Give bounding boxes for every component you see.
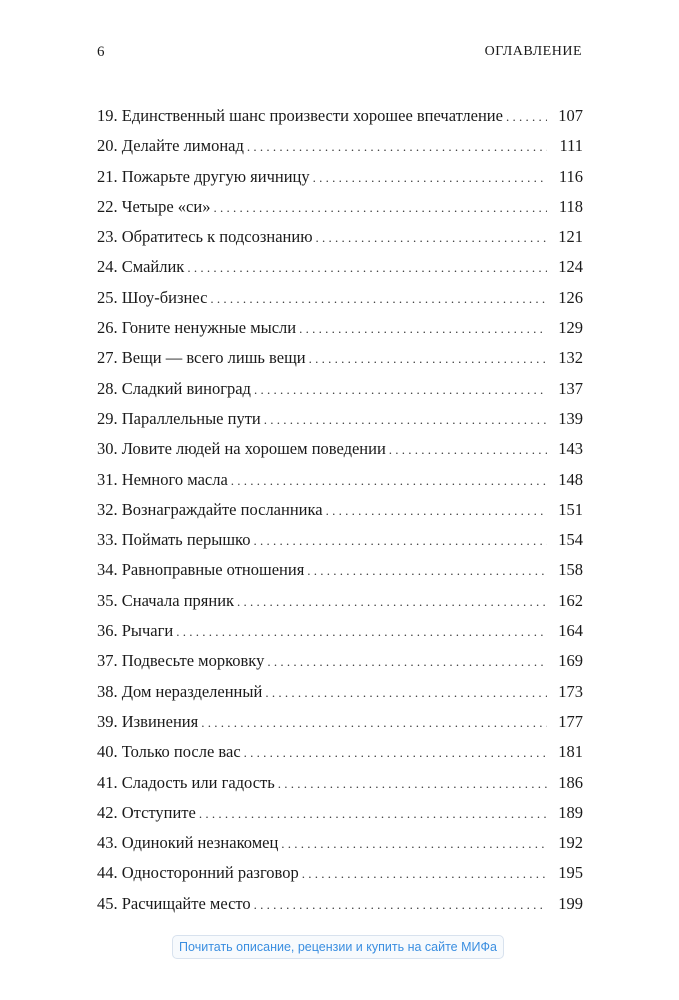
dot-leader <box>201 715 547 731</box>
toc-entry[interactable] <box>97 682 583 712</box>
toc-entry-page: 107 <box>558 106 583 125</box>
toc-entry[interactable] <box>97 530 583 560</box>
running-head <box>97 44 582 66</box>
toc-entry-title: 30. Ловите людей на хорошем поведении <box>97 439 386 459</box>
toc-entry-title: 28. Сладкий виноград <box>97 378 251 398</box>
toc-entry-title: 36. Рычаги <box>97 621 174 641</box>
toc-entry[interactable] <box>97 136 583 166</box>
toc-entry[interactable] <box>97 560 583 590</box>
toc-entry-title: 32. Вознаграждайте посланника <box>97 499 323 519</box>
dot-leader <box>316 230 547 246</box>
toc-entry-title: 39. Извинения <box>97 711 199 731</box>
toc-entry-title: 33. Поймать перышко <box>97 530 251 550</box>
toc-entry-title: 37. Подвесьте морковку <box>97 651 265 671</box>
page-number: 6 <box>97 44 105 60</box>
toc-entry[interactable] <box>97 712 583 742</box>
toc-entry-title: 19. Единственный шанс произвести хорошее впечатление <box>97 106 503 125</box>
toc-entry[interactable] <box>97 833 583 863</box>
dot-leader <box>247 139 547 155</box>
toc-entry[interactable] <box>97 288 583 318</box>
dot-leader <box>176 624 547 640</box>
table-of-contents <box>97 106 583 924</box>
toc-entry-title: 21. Пожарьте другую яичницу <box>97 166 310 186</box>
toc-entry[interactable] <box>97 379 583 409</box>
toc-entry-page: 164 <box>558 621 583 641</box>
toc-entry-title: 20. Делайте лимонад <box>97 136 244 156</box>
toc-entry[interactable] <box>97 409 583 439</box>
dot-leader <box>299 321 547 337</box>
toc-entry[interactable] <box>97 348 583 378</box>
toc-entry-title: 38. Дом неразделенный <box>97 681 263 701</box>
toc-entry-page: 151 <box>558 499 583 519</box>
toc-entry[interactable] <box>97 651 583 681</box>
toc-entry-title: 22. Четыре «си» <box>97 196 211 216</box>
toc-entry-title: 23. Обратитесь к подсознанию <box>97 227 313 247</box>
dot-leader <box>264 412 547 428</box>
toc-entry[interactable] <box>97 894 583 924</box>
toc-entry-page: 148 <box>558 469 583 489</box>
toc-entry-page: 126 <box>558 287 583 307</box>
toc-entry[interactable] <box>97 439 583 469</box>
toc-entry[interactable] <box>97 318 583 348</box>
toc-entry[interactable] <box>97 106 583 136</box>
dot-leader <box>254 382 547 398</box>
dot-leader <box>506 109 547 125</box>
toc-entry[interactable] <box>97 500 583 530</box>
toc-entry[interactable] <box>97 863 583 893</box>
toc-entry-title: 25. Шоу-бизнес <box>97 287 208 307</box>
toc-entry[interactable] <box>97 742 583 772</box>
dot-leader <box>265 685 547 701</box>
dot-leader <box>244 745 547 761</box>
toc-entry[interactable] <box>97 227 583 257</box>
toc-entry[interactable] <box>97 591 583 621</box>
section-title: ОГЛАВЛЕНИЕ <box>484 44 582 59</box>
toc-entry-page: 195 <box>558 863 583 883</box>
toc-entry-title: 34. Равноправные отношения <box>97 560 305 580</box>
dot-leader <box>309 351 547 367</box>
toc-entry-title: 41. Сладость или гадость <box>97 772 275 792</box>
toc-entry-page: 169 <box>558 651 583 671</box>
dot-leader <box>253 533 547 549</box>
dot-leader <box>231 473 547 489</box>
dot-leader <box>278 776 547 792</box>
toc-entry-page: 186 <box>558 772 583 792</box>
toc-entry-page: 129 <box>558 318 583 338</box>
toc-entry-title: 43. Одинокий незнакомец <box>97 833 279 853</box>
toc-entry-page: 162 <box>558 590 583 610</box>
toc-entry[interactable] <box>97 803 583 833</box>
dot-leader <box>187 260 547 276</box>
dot-leader <box>213 200 547 216</box>
toc-entry-page: 121 <box>558 227 583 247</box>
dot-leader <box>302 866 547 882</box>
toc-entry-page: 158 <box>558 560 583 580</box>
dot-leader <box>389 442 547 458</box>
dot-leader <box>307 563 547 579</box>
toc-entry-title: 35. Сначала пряник <box>97 590 235 610</box>
toc-entry-page: 124 <box>558 257 583 277</box>
toc-entry-page: 173 <box>558 681 583 701</box>
toc-entry-title: 26. Гоните ненужные мысли <box>97 318 297 338</box>
toc-entry-title: 31. Немного масла <box>97 469 228 489</box>
dot-leader <box>281 836 547 852</box>
dot-leader <box>199 806 547 822</box>
toc-entry-page: 181 <box>558 742 583 762</box>
toc-entry-page: 143 <box>558 439 583 459</box>
dot-leader <box>326 503 547 519</box>
toc-entry-page: 116 <box>558 166 583 186</box>
toc-entry-title: 45. Расчищайте место <box>97 893 251 913</box>
toc-entry[interactable] <box>97 621 583 651</box>
toc-entry[interactable] <box>97 197 583 227</box>
toc-entry-title: 27. Вещи — всего лишь вещи <box>97 348 306 368</box>
toc-entry[interactable] <box>97 167 583 197</box>
dot-leader <box>254 897 547 913</box>
toc-entry-page: 132 <box>558 348 583 368</box>
toc-entry-page: 189 <box>558 802 583 822</box>
toc-entry-page: 177 <box>558 711 583 731</box>
toc-entry-page: 154 <box>558 530 583 550</box>
toc-entry-title: 40. Только после вас <box>97 742 241 762</box>
dot-leader <box>210 291 547 307</box>
toc-entry-title: 42. Отступите <box>97 802 196 822</box>
toc-entry[interactable] <box>97 773 583 803</box>
toc-entry[interactable] <box>97 470 583 500</box>
toc-entry-title: 29. Параллельные пути <box>97 408 261 428</box>
toc-entry[interactable] <box>97 257 583 287</box>
dot-leader <box>267 654 547 670</box>
toc-entry-title: 44. Односторонний разговор <box>97 863 299 883</box>
dot-leader <box>313 170 547 186</box>
toc-entry-page: 192 <box>558 833 583 853</box>
dot-leader <box>237 594 547 610</box>
toc-entry-page: 111 <box>559 136 583 156</box>
toc-entry-page: 118 <box>558 196 583 216</box>
toc-entry-page: 139 <box>558 408 583 428</box>
toc-entry-page: 137 <box>558 378 583 398</box>
toc-entry-title: 24. Смайлик <box>97 257 185 277</box>
buy-on-mif-link[interactable]: Почитать описание, рецензии и купить на сайте МИФа <box>172 935 504 959</box>
toc-entry-page: 199 <box>558 893 583 913</box>
